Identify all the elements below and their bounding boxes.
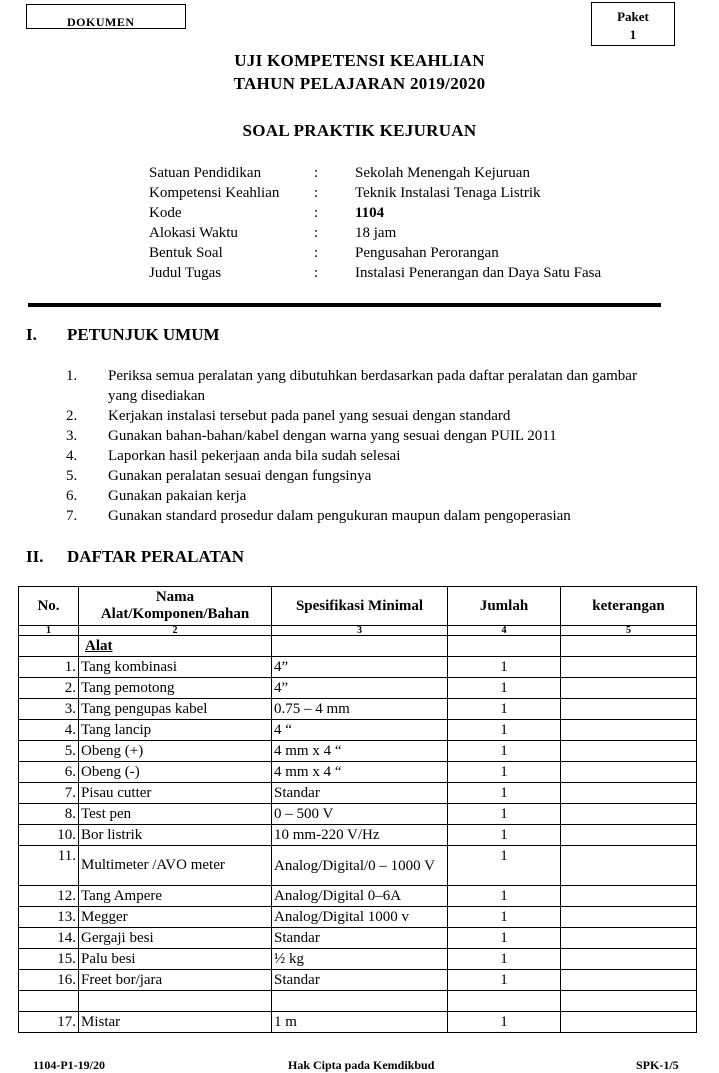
table-row — [19, 949, 697, 970]
section-number: I. — [26, 325, 37, 344]
cell-nama: Bor listrik — [79, 825, 272, 846]
cell-keterangan — [561, 741, 697, 762]
info-row-alokasi — [149, 223, 601, 243]
cell-empty — [79, 991, 272, 1012]
item-number: 7. — [66, 508, 78, 524]
cell-nama: Tang lancip — [79, 720, 272, 741]
table-row — [19, 657, 697, 678]
cell-jumlah: 1 — [448, 970, 561, 991]
index-cell: 3 — [272, 626, 448, 636]
dokumen-box — [26, 4, 186, 29]
cell-nama: Tang pemotong — [79, 678, 272, 699]
cell-nama: Tang Ampere — [79, 886, 272, 907]
table-row — [19, 846, 697, 886]
cell-spek: Standar — [272, 783, 448, 804]
info-block — [149, 163, 601, 283]
paket-label: Paket — [617, 9, 649, 24]
cell-spek: Standar — [272, 928, 448, 949]
list-item — [66, 366, 668, 406]
cell-empty — [19, 991, 79, 1012]
cell-jumlah: 1 — [448, 804, 561, 825]
cell-jumlah: 1 — [448, 741, 561, 762]
info-label: Bentuk Soal — [149, 245, 223, 261]
cell-jumlah: 1 — [448, 928, 561, 949]
cell-spek: Analog/Digital 0–6A — [272, 886, 448, 907]
item-text: Kerjakan instalasi tersebut pada panel yang sesuai dengan standard — [108, 408, 511, 424]
cell-keterangan — [561, 846, 697, 886]
info-value: Teknik Instalasi Tenaga Listrik — [355, 185, 541, 201]
cell-keterangan — [561, 1012, 697, 1033]
cell-no: 10. — [19, 825, 79, 846]
cell-no: 2. — [19, 678, 79, 699]
instruction-list — [66, 366, 668, 526]
cell-no: 5. — [19, 741, 79, 762]
info-label: Alokasi Waktu — [149, 225, 238, 241]
cell-nama: Megger — [79, 907, 272, 928]
cell-keterangan — [561, 720, 697, 741]
footer-copyright: Hak Cipta pada Kemdikbud — [288, 1058, 435, 1072]
info-colon: : — [314, 205, 319, 221]
list-item — [66, 506, 668, 526]
header-jumlah: Jumlah — [448, 587, 561, 626]
cell-nama: Pisau cutter — [79, 783, 272, 804]
cell-keterangan — [561, 699, 697, 720]
cell-nama: Test pen — [79, 804, 272, 825]
header-spesifikasi: Spesifikasi Minimal — [272, 587, 448, 626]
info-row-judul — [149, 263, 601, 283]
section-title: PETUNJUK UMUM — [67, 325, 220, 344]
cell-jumlah: 1 — [448, 657, 561, 678]
footer-page: SPK-1/5 — [636, 1058, 679, 1072]
item-number: 4. — [66, 448, 78, 464]
header-nama-line-1: Nama — [155, 589, 195, 605]
cell-no: 12. — [19, 886, 79, 907]
cell-jumlah: 1 — [448, 846, 561, 886]
item-text: Gunakan peralatan sesuai dengan fungsinya — [108, 468, 372, 484]
index-cell: 5 — [561, 626, 697, 636]
list-item — [66, 466, 668, 486]
cell-keterangan — [561, 970, 697, 991]
cell-jumlah: 1 — [448, 678, 561, 699]
cell-spek: 10 mm-220 V/Hz — [272, 825, 448, 846]
cell-no: 13. — [19, 907, 79, 928]
title-line-3: SOAL PRAKTIK KEJURUAN — [242, 121, 477, 140]
item-number: 3. — [66, 428, 78, 444]
cell-keterangan — [561, 949, 697, 970]
cell-keterangan — [561, 804, 697, 825]
item-text: Gunakan bahan-bahan/kabel dengan warna yang sesuai dengan PUIL 2011 — [108, 428, 557, 444]
info-colon: : — [314, 245, 319, 261]
table-row — [19, 970, 697, 991]
table-row — [19, 907, 697, 928]
cell-keterangan — [561, 783, 697, 804]
cell-empty — [561, 636, 697, 657]
title-line-2: TAHUN PELAJARAN 2019/2020 — [233, 74, 486, 93]
paket-box — [591, 2, 675, 46]
cell-spek: 1 m — [272, 1012, 448, 1033]
info-row-satuan — [149, 163, 601, 183]
cell-nama: Gergaji besi — [79, 928, 272, 949]
header-nama — [79, 587, 272, 626]
cell-keterangan — [561, 907, 697, 928]
cell-empty — [448, 991, 561, 1012]
item-number: 5. — [66, 468, 78, 484]
divider — [28, 303, 661, 307]
header-nama-line-2: Alat/Komponen/Bahan — [100, 606, 250, 622]
cell-jumlah: 1 — [448, 907, 561, 928]
cell-spek: 4” — [272, 678, 448, 699]
index-cell: 1 — [19, 626, 79, 636]
cell-empty — [448, 636, 561, 657]
info-colon: : — [314, 225, 319, 241]
cell-keterangan — [561, 678, 697, 699]
cell-spek: Standar — [272, 970, 448, 991]
category-label: Alat — [79, 636, 272, 657]
cell-nama: Tang kombinasi — [79, 657, 272, 678]
cell-nama: Palu besi — [79, 949, 272, 970]
cell-no: 1. — [19, 657, 79, 678]
item-number: 1. — [66, 368, 78, 384]
title-line-1: UJI KOMPETENSI KEAHLIAN — [234, 51, 485, 70]
cell-no: 7. — [19, 783, 79, 804]
cell-jumlah: 1 — [448, 825, 561, 846]
cell-nama: Freet bor/jara — [79, 970, 272, 991]
cell-no: 15. — [19, 949, 79, 970]
section-number: II. — [26, 547, 44, 566]
cell-jumlah: 1 — [448, 886, 561, 907]
info-row-kompetensi — [149, 183, 601, 203]
info-colon: : — [314, 185, 319, 201]
cell-jumlah: 1 — [448, 949, 561, 970]
item-text: Laporkan hasil pekerjaan anda bila sudah selesai — [108, 448, 401, 464]
table-row — [19, 678, 697, 699]
info-value: Instalasi Penerangan dan Daya Satu Fasa — [355, 265, 602, 281]
table-row — [19, 928, 697, 949]
table-index-row — [19, 626, 697, 636]
table-row-empty — [19, 991, 697, 1012]
cell-no: 4. — [19, 720, 79, 741]
item-text: Periksa semua peralatan yang dibutuhkan berdasarkan pada daftar peralatan dan gambar yang disediakan — [108, 368, 637, 404]
info-label: Kompetensi Keahlian — [149, 185, 280, 201]
cell-no: 17. — [19, 1012, 79, 1033]
cell-spek: 4” — [272, 657, 448, 678]
list-item — [66, 406, 668, 426]
info-row-kode — [149, 203, 601, 223]
table-row — [19, 804, 697, 825]
footer-code: 1104-P1-19/20 — [33, 1058, 105, 1072]
cell-keterangan — [561, 825, 697, 846]
cell-empty — [272, 636, 448, 657]
cell-keterangan — [561, 657, 697, 678]
table-row — [19, 783, 697, 804]
info-label: Judul Tugas — [149, 265, 222, 281]
cell-nama: Mistar — [79, 1012, 272, 1033]
info-colon: : — [314, 165, 319, 181]
info-colon: : — [314, 265, 319, 281]
cell-spek: 4 “ — [272, 720, 448, 741]
cell-no: 8. — [19, 804, 79, 825]
cell-spek: ½ kg — [272, 949, 448, 970]
cell-spek: 0.75 – 4 mm — [272, 699, 448, 720]
table-row — [19, 741, 697, 762]
section-title: DAFTAR PERALATAN — [67, 547, 245, 566]
list-item — [66, 446, 668, 466]
info-value: 1104 — [355, 205, 385, 221]
section-heading-2 — [26, 547, 244, 567]
header-keterangan: keterangan — [561, 587, 697, 626]
table-row — [19, 699, 697, 720]
cell-keterangan — [561, 762, 697, 783]
table-row — [19, 886, 697, 907]
cell-no: 16. — [19, 970, 79, 991]
cell-no: 6. — [19, 762, 79, 783]
cell-no: 11. — [19, 846, 79, 886]
cell-nama: Multimeter /AVO meter — [79, 846, 272, 886]
table-row — [19, 825, 697, 846]
item-text: Gunakan standard prosedur dalam pengukuran maupun dalam pengoperasian — [108, 508, 571, 524]
dokumen-label: DOKUMEN — [67, 15, 135, 29]
cell-nama: Tang pengupas kabel — [79, 699, 272, 720]
index-cell: 2 — [79, 626, 272, 636]
index-cell: 4 — [448, 626, 561, 636]
table-row — [19, 762, 697, 783]
table-row — [19, 720, 697, 741]
cell-spek: 0 – 500 V — [272, 804, 448, 825]
cell-spek: Analog/Digital 1000 v — [272, 907, 448, 928]
cell-keterangan — [561, 928, 697, 949]
cell-jumlah: 1 — [448, 699, 561, 720]
item-number: 6. — [66, 488, 78, 504]
cell-no: 3. — [19, 699, 79, 720]
info-row-bentuk — [149, 243, 601, 263]
table-row — [19, 1012, 697, 1033]
paket-number: 1 — [629, 27, 637, 42]
header-no: No. — [19, 587, 79, 626]
cell-spek: Analog/Digital/0 – 1000 V — [272, 846, 448, 886]
cell-nama: Obeng (+) — [79, 741, 272, 762]
cell-keterangan — [561, 886, 697, 907]
cell-empty — [561, 991, 697, 1012]
cell-spek: 4 mm x 4 “ — [272, 762, 448, 783]
equipment-table — [18, 586, 697, 1033]
info-value: 18 jam — [355, 225, 397, 241]
list-item — [66, 426, 668, 446]
info-label: Satuan Pendidikan — [149, 165, 262, 181]
cell-empty — [272, 991, 448, 1012]
category-row — [19, 636, 697, 657]
info-value: Sekolah Menengah Kejuruan — [355, 165, 530, 181]
cell-spek: 4 mm x 4 “ — [272, 741, 448, 762]
info-value: Pengusahan Perorangan — [355, 245, 499, 261]
cell-no: 14. — [19, 928, 79, 949]
cell-jumlah: 1 — [448, 720, 561, 741]
cell-jumlah: 1 — [448, 783, 561, 804]
item-text: Gunakan pakaian kerja — [108, 488, 247, 504]
cell-nama: Obeng (-) — [79, 762, 272, 783]
section-heading-1 — [26, 325, 220, 345]
cell-jumlah: 1 — [448, 762, 561, 783]
table-header-row — [19, 587, 697, 626]
cell-empty — [19, 636, 79, 657]
cell-jumlah: 1 — [448, 1012, 561, 1033]
list-item — [66, 486, 668, 506]
item-number: 2. — [66, 408, 78, 424]
info-label: Kode — [149, 205, 182, 221]
